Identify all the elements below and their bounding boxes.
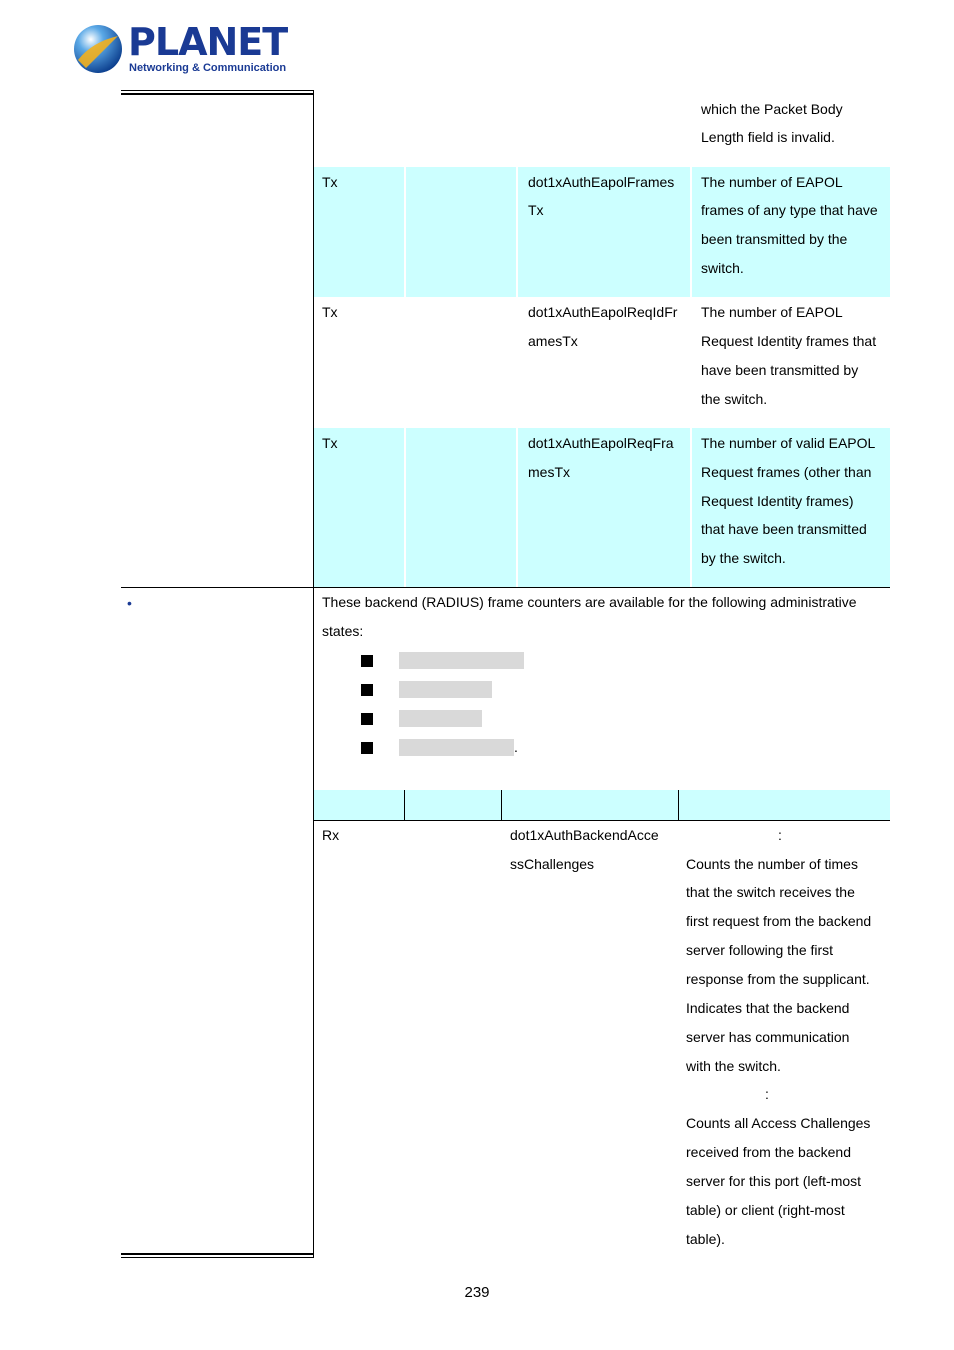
counter-description: by the switch. bbox=[701, 550, 786, 566]
counter-description: switch. bbox=[701, 260, 744, 276]
counter-description: The number of valid EAPOL bbox=[701, 435, 876, 451]
header-col-separator bbox=[501, 790, 502, 820]
logo-tagline: Networking & Communication bbox=[129, 62, 287, 74]
table-bottom-border-double bbox=[121, 1257, 314, 1258]
list-bullet-icon bbox=[361, 655, 373, 667]
counter-description: response from the supplicant. bbox=[686, 971, 870, 987]
counter-description: the switch. bbox=[701, 391, 768, 407]
section-bullet: • bbox=[127, 595, 132, 611]
counter-description: The number of EAPOL bbox=[701, 174, 843, 190]
desc-colon: : bbox=[778, 827, 782, 843]
column-separator bbox=[516, 428, 518, 587]
counter-name: mesTx bbox=[528, 464, 570, 480]
counter-description: Request Identity frames that bbox=[701, 333, 877, 349]
counter-description: have been transmitted by bbox=[701, 362, 859, 378]
table-bottom-border bbox=[121, 1253, 314, 1255]
counter-description: been transmitted by the bbox=[701, 231, 848, 247]
counter-description: Request Identity frames) bbox=[701, 493, 854, 509]
inner-table-header bbox=[314, 790, 890, 820]
counter-name: Tx bbox=[528, 202, 544, 218]
counter-name: dot1xAuthEapolReqFra bbox=[528, 435, 674, 451]
backend-intro-line-1: These backend (RADIUS) frame counters are available for the following administrative bbox=[322, 594, 857, 610]
column-separator bbox=[516, 167, 518, 297]
counter-description: that have been transmitted bbox=[701, 521, 867, 537]
list-bullet-icon bbox=[361, 713, 373, 725]
counter-description: that the switch receives the bbox=[686, 884, 855, 900]
state-list-period: . bbox=[514, 739, 518, 755]
table-top-border-double bbox=[121, 93, 314, 95]
counter-name: dot1xAuthBackendAcce bbox=[510, 827, 659, 843]
desc-colon: : bbox=[765, 1086, 769, 1102]
counter-description: frames of any type that have bbox=[701, 202, 878, 218]
backend-intro-line-2: states: bbox=[322, 623, 364, 639]
header-col-separator bbox=[404, 790, 405, 820]
list-bullet-icon bbox=[361, 742, 373, 754]
logo-wordmark: PLANET bbox=[128, 20, 288, 64]
counter-description: received from the backend bbox=[686, 1144, 851, 1160]
globe-icon bbox=[72, 22, 124, 76]
state-item-redacted bbox=[399, 710, 482, 727]
counter-description: Counts all Access Challenges bbox=[686, 1115, 871, 1131]
counter-description: with the switch. bbox=[686, 1058, 781, 1074]
counter-description: Request frames (other than bbox=[701, 464, 872, 480]
counter-description: server for this port (left-most bbox=[686, 1173, 862, 1189]
planet-logo bbox=[72, 20, 288, 78]
row-direction: Tx bbox=[322, 304, 338, 320]
counter-description: The number of EAPOL bbox=[701, 304, 843, 320]
header-col-separator bbox=[678, 790, 679, 820]
state-item-redacted bbox=[399, 681, 492, 698]
column-separator bbox=[404, 428, 406, 587]
state-item-redacted bbox=[399, 652, 524, 669]
counter-name: ssChallenges bbox=[510, 856, 595, 872]
continued-desc-line-1: which the Packet Body bbox=[701, 101, 843, 117]
column-separator bbox=[404, 167, 406, 297]
row-direction: Tx bbox=[322, 435, 338, 451]
counter-description: table) or client (right-most bbox=[686, 1202, 845, 1218]
page-number: 239 bbox=[464, 1284, 490, 1301]
counter-name: amesTx bbox=[528, 333, 578, 349]
counter-description: Indicates that the backend bbox=[686, 1000, 850, 1016]
counter-name: dot1xAuthEapolFrames bbox=[528, 174, 675, 190]
continued-desc-line-2: Length field is invalid. bbox=[701, 129, 835, 145]
table-top-border bbox=[121, 90, 314, 91]
row-direction: Tx bbox=[322, 174, 338, 190]
column-separator bbox=[690, 167, 692, 297]
column-separator bbox=[690, 428, 692, 587]
counter-description: server has communication bbox=[686, 1029, 850, 1045]
list-bullet-icon bbox=[361, 684, 373, 696]
state-item-redacted bbox=[399, 739, 514, 756]
counter-description: table). bbox=[686, 1231, 725, 1247]
counter-description: server following the first bbox=[686, 942, 834, 958]
row-direction: Rx bbox=[322, 827, 340, 843]
counter-name: dot1xAuthEapolReqIdFr bbox=[528, 304, 678, 320]
counter-description: Counts the number of times bbox=[686, 856, 858, 872]
counter-description: first request from the backend bbox=[686, 913, 872, 929]
